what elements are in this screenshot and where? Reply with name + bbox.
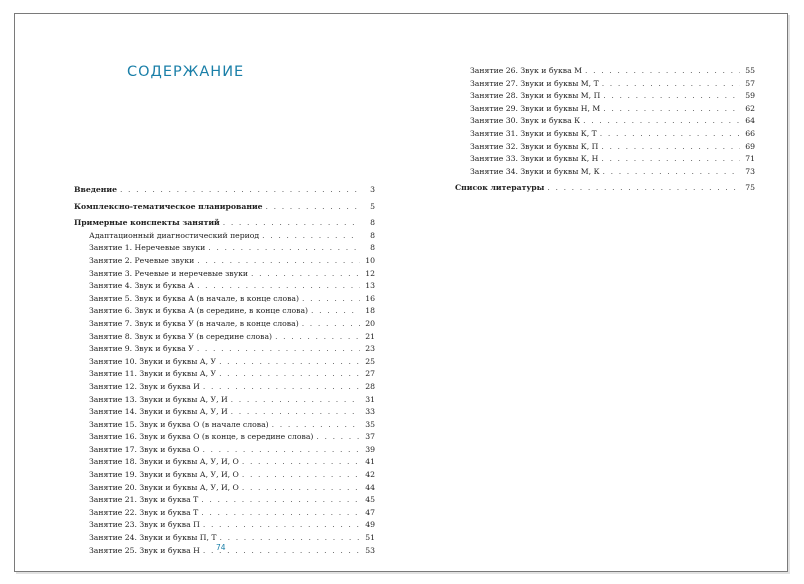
toc-entry-label: Занятие 11. Звуки и буквы А, У (89, 369, 217, 379)
toc-entry[interactable] (74, 318, 375, 331)
toc-entry[interactable] (455, 128, 755, 141)
toc-entry[interactable] (74, 356, 375, 369)
toc-entry[interactable] (455, 153, 755, 166)
toc-entry-page: 5 (370, 201, 375, 211)
toc-entry-page: 18 (365, 306, 375, 316)
toc-entry-page: 49 (365, 520, 375, 530)
toc-entry-label: Занятие 12. Звук и буква И (89, 381, 200, 391)
toc-entry-page: 55 (745, 66, 755, 75)
toc-left-column (74, 184, 375, 557)
toc-entry-label: Занятие 25. Звук и буква Н (89, 545, 200, 555)
toc-entry[interactable] (74, 268, 375, 281)
toc-entry-label: Занятие 4. Звук и буква А (89, 281, 195, 291)
toc-leader-dots (208, 242, 360, 255)
toc-entry-label: Занятие 27. Звуки и буквы М, Т (470, 78, 599, 88)
toc-entry-label: Занятие 6. Звук и буква А (в середине, в конце слова) (89, 306, 309, 316)
toc-leader-dots (601, 153, 740, 166)
toc-leader-dots (251, 268, 360, 281)
toc-leader-dots (201, 494, 360, 507)
toc-entry-page: 20 (365, 318, 375, 328)
book-spread (14, 13, 788, 572)
toc-leader-dots (231, 394, 360, 407)
toc-entry[interactable] (455, 103, 755, 116)
toc-entry-label: Занятие 3. Речевые и неречевые звуки (89, 268, 249, 278)
toc-entry-page: 71 (745, 154, 755, 164)
toc-entry-label: Занятие 9. Звук и буква У (89, 344, 194, 354)
toc-entry[interactable] (74, 444, 375, 457)
toc-entry[interactable] (74, 280, 375, 293)
toc-entry[interactable] (74, 305, 375, 318)
toc-entry-page: 33 (365, 407, 375, 417)
toc-right-column (455, 65, 755, 195)
toc-entry-label: Список литературы (455, 183, 545, 193)
toc-entry[interactable] (455, 78, 755, 91)
toc-leader-dots (601, 141, 740, 154)
toc-leader-dots (197, 255, 360, 268)
toc-entry-page: 57 (745, 78, 755, 88)
toc-leader-dots (231, 406, 360, 419)
toc-leader-dots (272, 419, 360, 432)
toc-leader-dots (603, 90, 740, 103)
toc-entry-page: 10 (365, 255, 375, 265)
toc-leader-dots (316, 431, 360, 444)
toc-entry-page: 12 (365, 268, 375, 278)
toc-entry-page: 8 (370, 243, 375, 253)
toc-entry[interactable] (74, 255, 375, 268)
toc-leader-dots (219, 356, 360, 369)
toc-entry-label: Занятие 19. Звуки и буквы А, У, И, О (89, 470, 239, 480)
toc-leader-dots (197, 343, 360, 356)
toc-entry-page: 42 (365, 470, 375, 480)
toc-entry-label: Занятие 24. Звуки и буквы П, Т (89, 533, 217, 543)
toc-leader-dots (223, 217, 360, 230)
toc-entry[interactable] (74, 230, 375, 243)
toc-entry-label: Занятие 21. Звук и буква Т (89, 495, 199, 505)
toc-entry-page: 64 (745, 116, 755, 126)
toc-entry-label: Занятие 7. Звук и буква У (в начале, в конце слова) (89, 318, 299, 328)
toc-entry-label: Занятие 34. Звуки и буквы М, К (470, 166, 600, 176)
toc-entry[interactable] (74, 494, 375, 507)
toc-entry-label: Занятие 32. Звуки и буквы К, П (470, 141, 599, 151)
toc-entry-label: Занятие 20. Звуки и буквы А, У, И, О (89, 482, 239, 492)
toc-entry-page: 59 (745, 91, 755, 101)
toc-leader-dots (202, 444, 360, 457)
toc-entry-label: Занятие 14. Звуки и буквы А, У, И (89, 407, 228, 417)
toc-leader-dots (219, 368, 360, 381)
toc-entry-page: 8 (370, 230, 375, 240)
toc-entry-label: Адаптационный диагностический период (89, 230, 260, 240)
toc-leader-dots (220, 532, 360, 545)
toc-entry[interactable] (455, 182, 755, 195)
toc-entry-page: 41 (365, 457, 375, 467)
toc-leader-dots (311, 305, 360, 318)
toc-entry-page: 75 (745, 183, 755, 193)
toc-entry-label: Занятие 2. Речевые звуки (89, 255, 195, 265)
toc-leader-dots (201, 507, 360, 520)
toc-entry[interactable] (455, 141, 755, 154)
toc-entry[interactable] (455, 90, 755, 103)
toc-entry-page: 39 (365, 444, 375, 454)
toc-entry-page: 73 (745, 166, 755, 176)
toc-leader-dots (547, 182, 740, 195)
toc-entry-page: 53 (365, 545, 375, 555)
toc-entry-label: Занятие 17. Звук и буква О (89, 444, 200, 454)
toc-leader-dots (197, 280, 360, 293)
toc-entry[interactable] (74, 431, 375, 444)
toc-leader-dots (275, 331, 360, 344)
toc-entry-label: Комплексно-тематическое планирование (74, 201, 263, 211)
toc-entry-page: 35 (365, 419, 375, 429)
toc-entry-page: 23 (365, 344, 375, 354)
toc-entry-page: 3 (370, 185, 375, 194)
toc-entry[interactable] (74, 343, 375, 356)
toc-entry[interactable] (74, 331, 375, 344)
toc-leader-dots (583, 115, 740, 128)
toc-entry-label: Занятие 18. Звуки и буквы А, У, И, О (89, 457, 239, 467)
toc-entry-label: Примерные конспекты занятий (74, 218, 220, 228)
toc-leader-dots (203, 381, 360, 394)
toc-entry-label: Занятие 1. Неречевые звуки (89, 243, 206, 253)
toc-leader-dots (120, 184, 360, 197)
toc-leader-dots (242, 482, 360, 495)
toc-entry[interactable] (74, 507, 375, 520)
toc-leader-dots (585, 65, 740, 78)
toc-entry[interactable] (455, 115, 755, 128)
toc-entry[interactable] (74, 293, 375, 306)
toc-entry-label: Занятие 29. Звуки и буквы Н, М (470, 103, 601, 113)
toc-entry-page: 8 (370, 218, 375, 228)
toc-entry-label: Занятие 33. Звуки и буквы К, Н (470, 154, 599, 164)
toc-leader-dots (600, 128, 740, 141)
toc-entry-page: 47 (365, 507, 375, 517)
toc-entry[interactable] (455, 65, 755, 78)
toc-leader-dots (203, 545, 360, 558)
toc-entry[interactable] (74, 242, 375, 255)
toc-entry[interactable] (74, 381, 375, 394)
toc-entry-label: Занятие 31. Звуки и буквы К, Т (470, 128, 597, 138)
toc-entry[interactable] (74, 456, 375, 469)
toc-leader-dots (602, 78, 740, 91)
toc-entry-page: 16 (365, 293, 375, 303)
toc-entry-page: 27 (365, 369, 375, 379)
toc-leader-dots (302, 293, 360, 306)
toc-entry-page: 21 (365, 331, 375, 341)
toc-entry-page: 13 (365, 281, 375, 291)
toc-entry-label: Занятие 28. Звуки и буквы М, П (470, 91, 601, 101)
toc-entry-page: 62 (745, 103, 755, 113)
toc-entry[interactable] (74, 201, 375, 214)
toc-entry-label: Введение (74, 185, 117, 194)
toc-entry[interactable] (74, 406, 375, 419)
toc-leader-dots (603, 103, 740, 116)
toc-leader-dots (266, 201, 360, 214)
page-number: 74 (216, 543, 226, 552)
toc-leader-dots (242, 456, 360, 469)
toc-leader-dots (603, 166, 740, 179)
toc-entry[interactable] (74, 217, 375, 230)
toc-entry-label: Занятие 8. Звук и буква У (в середине слова) (89, 331, 273, 341)
toc-entry[interactable] (74, 394, 375, 407)
toc-entry-label: Занятие 15. Звук и буква О (в начале слова) (89, 419, 269, 429)
toc-entry[interactable] (74, 184, 375, 197)
toc-entry-page: 37 (365, 432, 375, 442)
toc-entry-page: 44 (365, 482, 375, 492)
toc-entry-page: 25 (365, 356, 375, 366)
toc-entry-page: 69 (745, 141, 755, 151)
toc-entry-page: 66 (745, 128, 755, 138)
toc-entry[interactable] (74, 368, 375, 381)
toc-entry-page: 51 (365, 533, 375, 543)
toc-entry-label: Занятие 26. Звук и буква М (470, 66, 583, 75)
toc-entry-label: Занятие 23. Звук и буква П (89, 520, 200, 530)
toc-leader-dots (203, 519, 360, 532)
toc-entry[interactable] (74, 482, 375, 495)
toc-entry[interactable] (74, 419, 375, 432)
toc-leader-dots (302, 318, 360, 331)
toc-entry[interactable] (74, 519, 375, 532)
toc-entry-label: Занятие 13. Звуки и буквы А, У, И (89, 394, 228, 404)
toc-entry-page: 28 (365, 381, 375, 391)
toc-entry-label: Занятие 16. Звук и буква О (в конце, в середине слова) (89, 432, 314, 442)
toc-entry-label: Занятие 5. Звук и буква А (в начале, в конце слова) (89, 293, 299, 303)
toc-entry-page: 31 (365, 394, 375, 404)
toc-entry[interactable] (455, 166, 755, 179)
toc-entry-label: Занятие 22. Звук и буква Т (89, 507, 199, 517)
toc-entry-label: Занятие 30. Звук и буква К (470, 116, 581, 126)
toc-leader-dots (262, 230, 360, 243)
toc-entry[interactable] (74, 469, 375, 482)
toc-leader-dots (242, 469, 360, 482)
page-title: СОДЕРЖАНИЕ (127, 64, 245, 80)
toc-entry-label: Занятие 10. Звуки и буквы А, У (89, 356, 217, 366)
toc-entry-page: 45 (365, 495, 375, 505)
